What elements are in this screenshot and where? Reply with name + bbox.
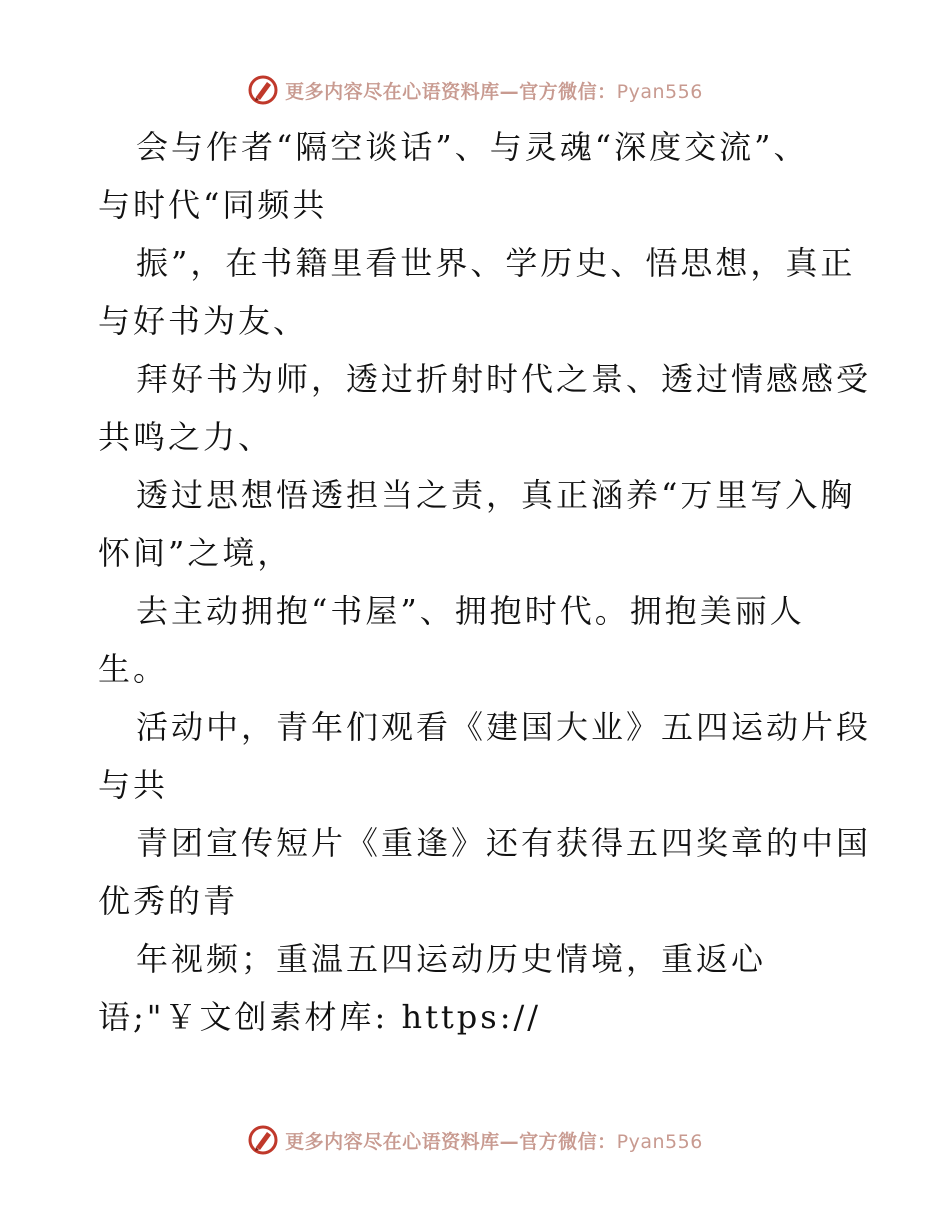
text-line: 去主动拥抱“书屋”、拥抱时代。拥抱美丽人 — [136, 592, 805, 630]
watermark-label: 更多内容尽在心语资料库—官方微信： — [285, 1130, 617, 1153]
pen-logo-icon — [247, 1124, 279, 1156]
text-line: 振”，在书籍里看世界、学历史、悟思想，真正 — [136, 244, 856, 282]
document-body — [98, 118, 872, 1046]
text-line: 活动中，青年们观看《建国大业》五四运动片段 — [136, 708, 872, 746]
text-line: 透过思想悟透担当之责，真正涵养“万里写入胸 — [136, 476, 856, 514]
text-line: 与好书为友、 — [98, 302, 309, 340]
text-line: 青团宣传短片《重逢》还有获得五四奖章的中国 — [136, 824, 872, 862]
text-line: 与共 — [98, 766, 169, 804]
watermark-handle: Pyan556 — [616, 1130, 703, 1153]
text-line: 优秀的青 — [98, 882, 239, 920]
text-line: 怀间”之境， — [98, 534, 293, 572]
text-line: 年视频；重温五四运动历史情境，重返心 — [136, 940, 767, 978]
text-line: 共鸣之力、 — [98, 418, 274, 456]
text-line: 拜好书为师，透过折射时代之景、透过情感感受 — [136, 360, 872, 398]
text-line: 会与作者“隔空谈话”、与灵魂“深度交流”、 — [136, 128, 809, 166]
text-line: 语;"￥文创素材库: https:// — [98, 998, 542, 1036]
text-line: 生。 — [98, 650, 169, 688]
watermark-label: 更多内容尽在心语资料库—官方微信： — [285, 80, 617, 103]
text-line: 与时代“同频共 — [98, 186, 328, 224]
watermark-text — [285, 1127, 703, 1154]
watermark-footer — [0, 1122, 950, 1158]
watermark-text — [285, 77, 703, 104]
watermark-handle: Pyan556 — [616, 80, 703, 103]
watermark-header — [0, 72, 950, 108]
pen-logo-icon — [247, 74, 279, 106]
